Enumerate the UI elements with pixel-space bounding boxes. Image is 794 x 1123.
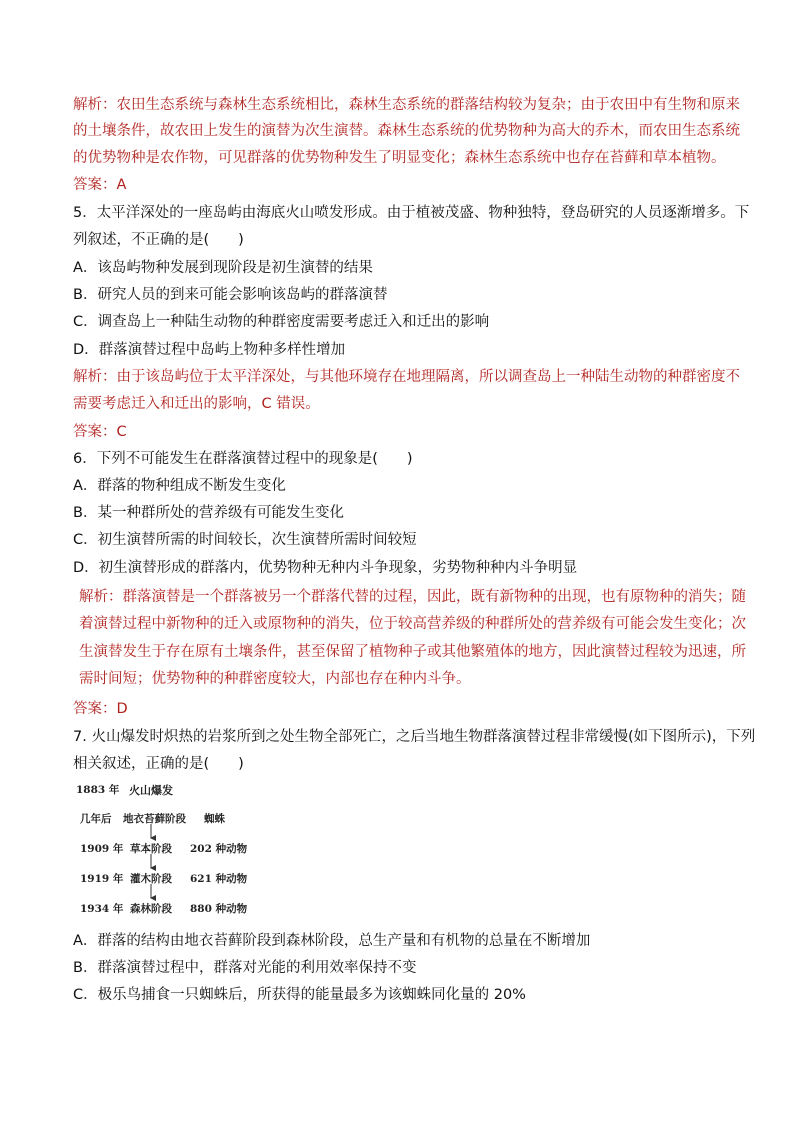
q7-option-b: B．群落演替过程中，群落对光能的利用效率保持不变	[73, 960, 417, 976]
q5-option-d: D．群落演替过程中岛屿上物种多样性增加	[73, 342, 346, 358]
q6-answer: 答案：D	[73, 701, 128, 717]
succession-figure	[76, 778, 276, 920]
figure-animals: 202 种动物	[190, 843, 248, 855]
q6-analysis-line-1: 解析：群落演替是一个群落被另一个群落代替的过程，因此，既有新物种的出现，也有原物种的消失；随	[79, 589, 746, 605]
figure-year: 1883 年	[76, 784, 120, 796]
figure-stage: 灌木阶段	[130, 873, 172, 885]
figure-year: 几年后	[80, 813, 112, 825]
figure-animals: 621 种动物	[190, 873, 248, 885]
figure-animals: 880 种动物	[190, 903, 248, 915]
q4-analysis-line-1: 解析：农田生态系统与森林生态系统相比，森林生态系统的群落结构较为复杂；由于农田中有生物和原来	[73, 97, 740, 113]
figure-stage: 草本阶段	[130, 843, 172, 855]
figure-stage: 火山爆发	[129, 784, 173, 797]
q6-analysis-line-2: 着演替过程中新物种的迁入或原物种的消失，位于较高营养级的种群所处的营养级有可能会发生变化；次	[79, 616, 746, 632]
q5-stem-line-2: 列叙述，不正确的是( )	[73, 232, 244, 248]
q4-analysis-line-2: 的土壤条件，故农田上发生的演替为次生演替。森林生态系统的优势物种为高大的乔木，而农田生态系统	[73, 123, 740, 139]
q6-analysis-line-4: 需时间短；优势物种的种群密度较大，内部也存在种内斗争。	[79, 671, 471, 687]
q6-option-c: C．初生演替所需的时间较长，次生演替所需时间较短	[73, 532, 417, 548]
figure-animals: 蜘蛛	[204, 813, 225, 825]
q5-analysis-line-1: 解析：由于该岛屿位于太平洋深处，与其他环境存在地理隔离，所以调查岛上一种陆生动物的种群密度不	[73, 369, 740, 385]
figure-stage: 森林阶段	[130, 903, 172, 915]
figure-year: 1909 年	[80, 843, 124, 855]
q6-option-b: B．某一种群所处的营养级有可能发生变化	[73, 505, 344, 521]
q4-answer: 答案：A	[73, 177, 127, 193]
figure-year: 1934 年	[80, 903, 124, 915]
q6-stem: 6．下列不可能发生在群落演替过程中的现象是( )	[73, 451, 413, 467]
figure-stage: 地衣苔藓阶段	[123, 813, 186, 825]
q5-option-c: C．调查岛上一种陆生动物的种群密度需要考虑迁入和迁出的影响	[73, 314, 490, 330]
q7-stem-line-2: 相关叙述，正确的是( )	[73, 756, 244, 772]
q4-analysis-line-3: 的优势物种是农作物，可见群落的优势物种发生了明显变化；森林生态系统中也存在苔藓和草本植物。	[73, 150, 726, 166]
q7-stem-line-1: 7. 火山爆发时炽热的岩浆所到之处生物全部死亡，之后当地生物群落演替过程非常缓慢(如下图所示)，下列	[73, 729, 756, 745]
q5-option-b: B．研究人员的到来可能会影响该岛屿的群落演替	[73, 287, 388, 303]
q5-analysis-line-2: 需要考虑迁入和迁出的影响，C 错误。	[73, 396, 320, 412]
q6-analysis-line-3: 生演替发生于存在原有土壤条件，甚至保留了植物种子或其他繁殖体的地方，因此演替过程较为迅速，所	[79, 644, 746, 660]
q7-option-a: A．群落的结构由地衣苔藓阶段到森林阶段，总生产量和有机物的总量在不断增加	[73, 933, 591, 949]
q7-option-c: C．极乐鸟捕食一只蜘蛛后，所获得的能量最多为该蜘蛛同化量的 20%	[73, 987, 526, 1003]
figure-year: 1919 年	[80, 873, 124, 885]
q6-option-a: A．群落的物种组成不断发生变化	[73, 478, 286, 494]
q5-option-a: A．该岛屿物种发展到现阶段是初生演替的结果	[73, 260, 373, 276]
q5-stem-line-1: 5．太平洋深处的一座岛屿由海底火山喷发形成。由于植被茂盛、物种独特，登岛研究的人员逐渐增多。下	[73, 205, 750, 221]
q6-option-d: D．初生演替形成的群落内，优势物种无种内斗争现象，劣势物种种内斗争明显	[73, 560, 578, 576]
q5-answer: 答案：C	[73, 424, 127, 440]
